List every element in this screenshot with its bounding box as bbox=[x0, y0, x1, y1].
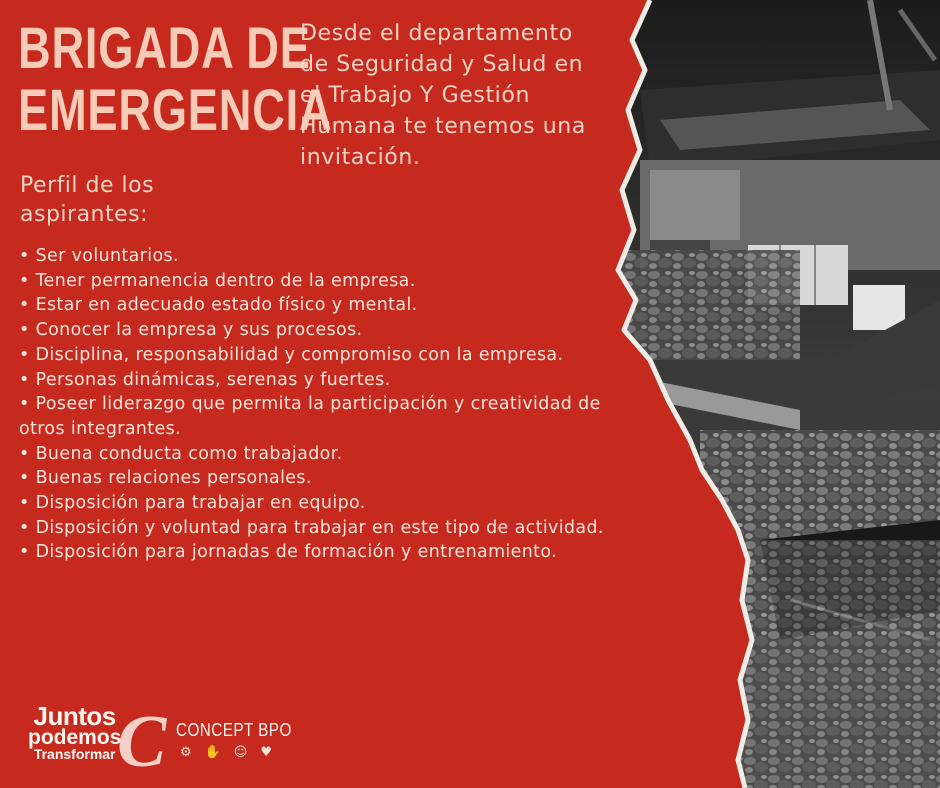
title-line-1: BRIGADA DE bbox=[18, 16, 311, 81]
poster-title bbox=[18, 18, 332, 142]
requirement-item: • Buenas relaciones personales. bbox=[19, 468, 312, 489]
concept-c-logo-icon bbox=[115, 704, 173, 776]
hands-icon: ✋ bbox=[204, 745, 221, 760]
title-line-2: EMERGENCIA bbox=[18, 78, 333, 143]
profile-subtitle: Perfil de los aspirantes: bbox=[20, 173, 155, 227]
requirement-item: • Buena conducta como trabajador. bbox=[19, 443, 343, 464]
requirement-item: • Poseer liderazgo que permita la participación y creatividad de otros integrantes. bbox=[19, 394, 601, 439]
slogan-line-3: Transformar bbox=[33, 746, 116, 762]
requirements-list bbox=[19, 244, 619, 565]
requirement-item: • Disciplina, responsabilidad y compromiso con la empresa. bbox=[19, 344, 564, 365]
brand-name: CONCEPT BPO bbox=[176, 720, 292, 740]
requirement-item: • Ser voluntarios. bbox=[19, 246, 179, 266]
requirement-item: • Conocer la empresa y sus procesos. bbox=[19, 320, 363, 341]
requirement-item: • Estar en adecuado estado físico y mental. bbox=[19, 295, 418, 316]
brand-mark: C bbox=[117, 704, 167, 776]
requirement-item: • Personas dinámicas, serenas y fuertes. bbox=[19, 369, 391, 390]
brand-icons bbox=[180, 744, 272, 762]
juntos-logo bbox=[28, 701, 122, 762]
head-icon: ☺ bbox=[233, 745, 248, 760]
slogan-line-1: Juntos bbox=[33, 701, 116, 731]
hand-heart-icon: ♥ bbox=[260, 745, 272, 760]
requirement-item: • Disposición para trabajar en equipo. bbox=[19, 493, 366, 514]
intro-text: Desde el departamento de Seguridad y Salud en el Trabajo Y Gestión Humana te tenemos una invitación. bbox=[300, 21, 586, 170]
slogan-line-2: podemos bbox=[28, 726, 122, 749]
requirement-item: • Disposición para jornadas de formación y entrenamiento. bbox=[19, 542, 558, 563]
gear-icon: ⚙ bbox=[180, 745, 192, 760]
requirement-item: • Tener permanencia dentro de la empresa. bbox=[19, 270, 416, 291]
requirement-item: • Disposición y voluntad para trabajar en este tipo de actividad. bbox=[19, 517, 604, 538]
